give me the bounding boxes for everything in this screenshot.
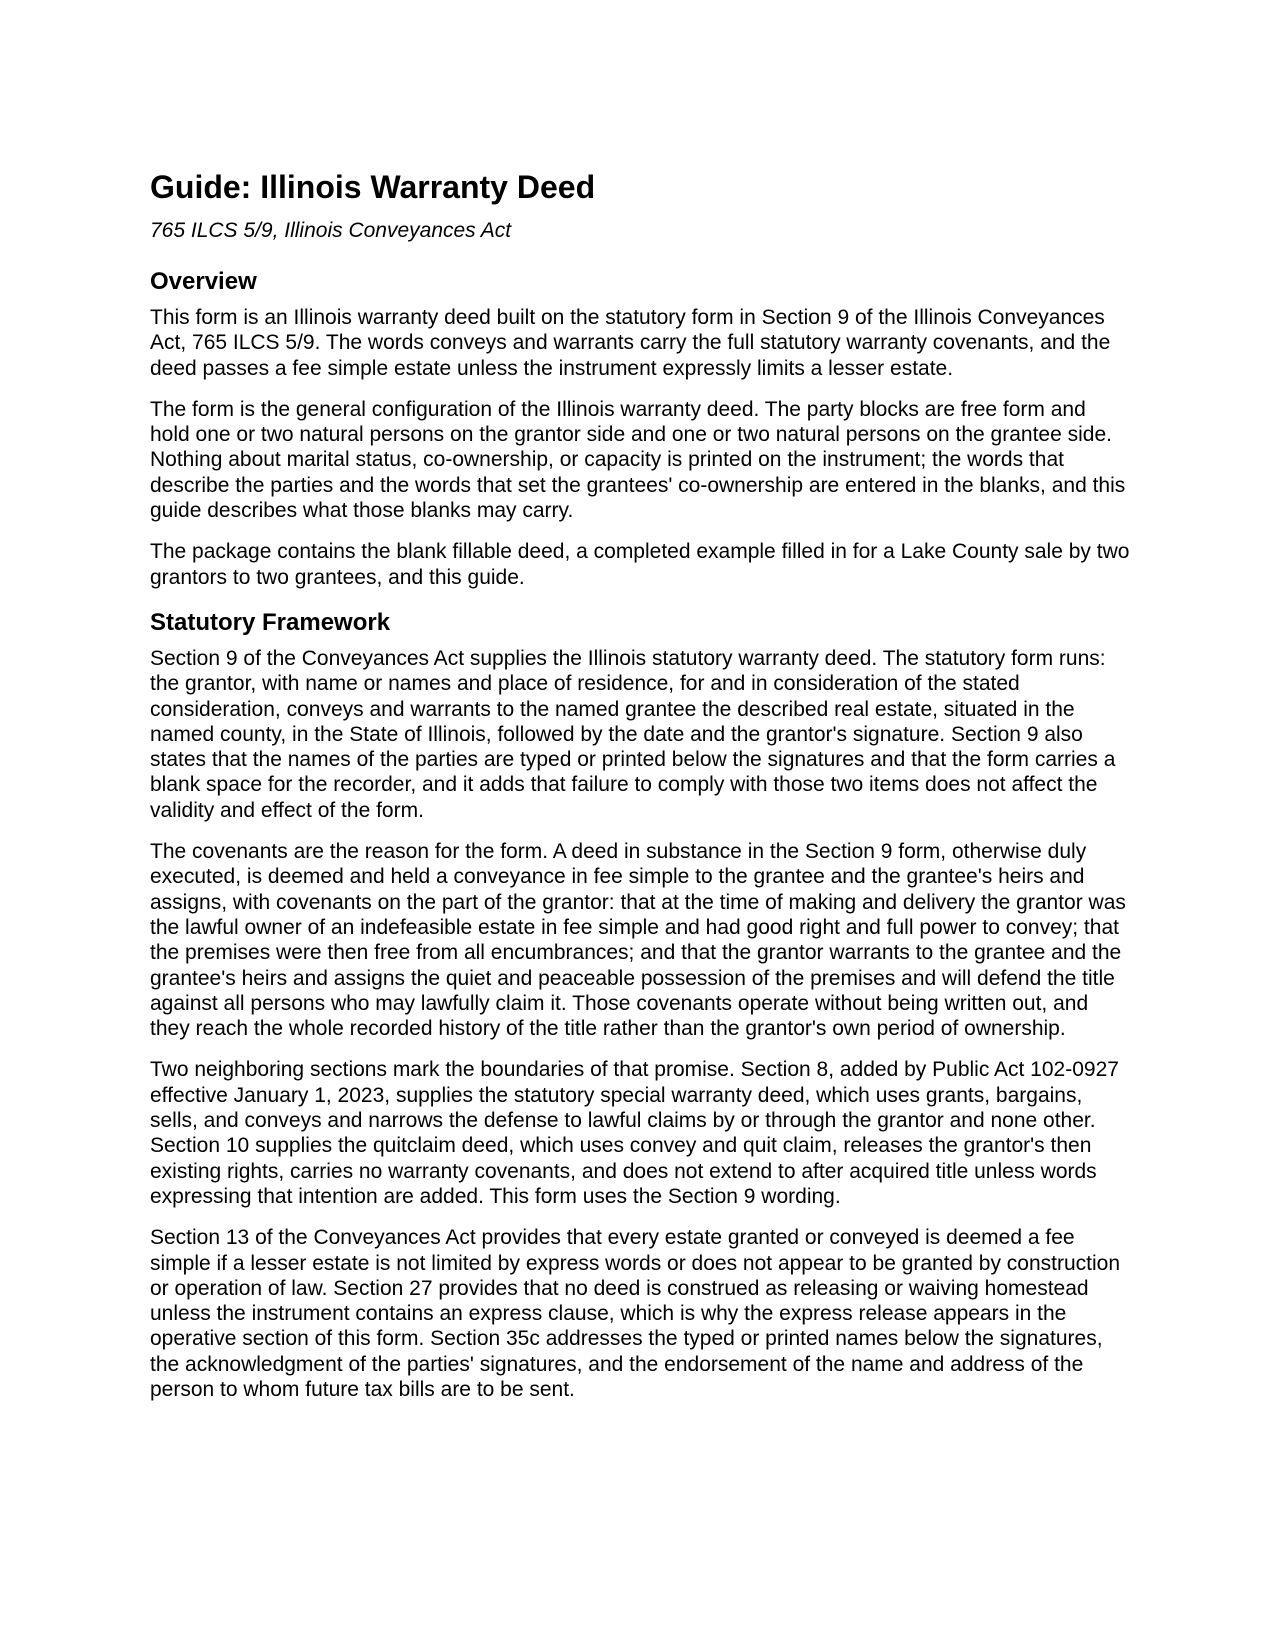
section-statutory-framework	[150, 608, 1130, 1402]
paragraph: The covenants are the reason for the form. A deed in substance in the Section 9 form, otherwise duly executed, is deemed and held a conveyance in fee simple to the grantee and the grantee's heirs and assigns, with covenants on the part of the grantor: that at the time of making and delivery the grantor was the lawful owner of an indefeasible estate in fee simple and had good right and full power to convey; that the premises were then free from all encumbrances; and that the grantor warrants to the grantee and the grantee's heirs and assigns the quiet and peaceable possession of the premises and will defend the title against all persons who may lawfully claim it. Those covenants operate without being written out, and they reach the whole recorded history of the title rather than the grantor's own period of ownership.	[150, 840, 1126, 1041]
page-subtitle: 765 ILCS 5/9, Illinois Conveyances Act	[150, 219, 512, 242]
paragraph: The package contains the blank fillable deed, a completed example filled in for a Lake County sale by two grantors to two grantees, and this guide.	[150, 540, 1130, 589]
section-heading-statutory-framework: Statutory Framework	[150, 608, 391, 636]
paragraph: Section 9 of the Conveyances Act supplies the Illinois statutory warranty deed. The statutory form runs: the grantor, with name or names and place of residence, for and in consideration of the stated consideration, conveys and warrants to the named grantee the described real estate, situated in the named county, in the State of Illinois, followed by the date and the grantor's signature. Section 9 also states that the names of the parties are typed or printed below the signatures and that the form carries a blank space for the recorder, and it adds that failure to comply with those two items does not affect the validity and effect of the form.	[150, 646, 1116, 822]
paragraph: Section 13 of the Conveyances Act provides that every estate granted or conveyed is deemed a fee simple if a lesser estate is not limited by express words or does not appear to be granted by construction or operation of law. Section 27 provides that no deed is construed as releasing or waiving homestead unless the instrument contains an express clause, which is why the express release appears in the operative section of this form. Section 35c addresses the typed or printed names below the signatures, the acknowledgment of the parties' signatures, and the endorsement of the name and address of the person to whom future tax bills are to be sent.	[150, 1226, 1120, 1401]
section-overview	[150, 267, 1130, 590]
page-title: Guide: Illinois Warranty Deed	[150, 169, 596, 205]
section-heading-overview: Overview	[150, 268, 257, 295]
paragraph: This form is an Illinois warranty deed built on the statutory form in Section 9 of the Illinois Conveyances Act, 765 ILCS 5/9. The words conveys and warrants carry the full statutory warranty covenants, and the deed passes a fee simple estate unless the instrument expressly limits a lesser estate.	[150, 306, 1111, 380]
document-page	[150, 168, 1130, 1418]
paragraph: Two neighboring sections mark the boundaries of that promise. Section 8, added by Public Act 102-0927 effective January 1, 2023, supplies the statutory special warranty deed, which uses grants, bargains, sells, and conveys and narrows the defense to lawful claims by or through the grantor and none other. Section 10 supplies the quitclaim deed, which uses convey and quit claim, releases the grantor's then existing rights, carries no warranty covenants, and does not extend to after acquired title unless words expressing that intention are added. This form uses the Section 9 wording.	[150, 1058, 1119, 1208]
paragraph: The form is the general configuration of the Illinois warranty deed. The party blocks are free form and hold one or two natural persons on the grantor side and one or two natural persons on the grantee side. Nothing about marital status, co-ownership, or capacity is printed on the instrument; the words that describe the parties and the words that set the grantees' co-ownership are entered in the blanks, and this guide describes what those blanks may carry.	[150, 397, 1126, 523]
